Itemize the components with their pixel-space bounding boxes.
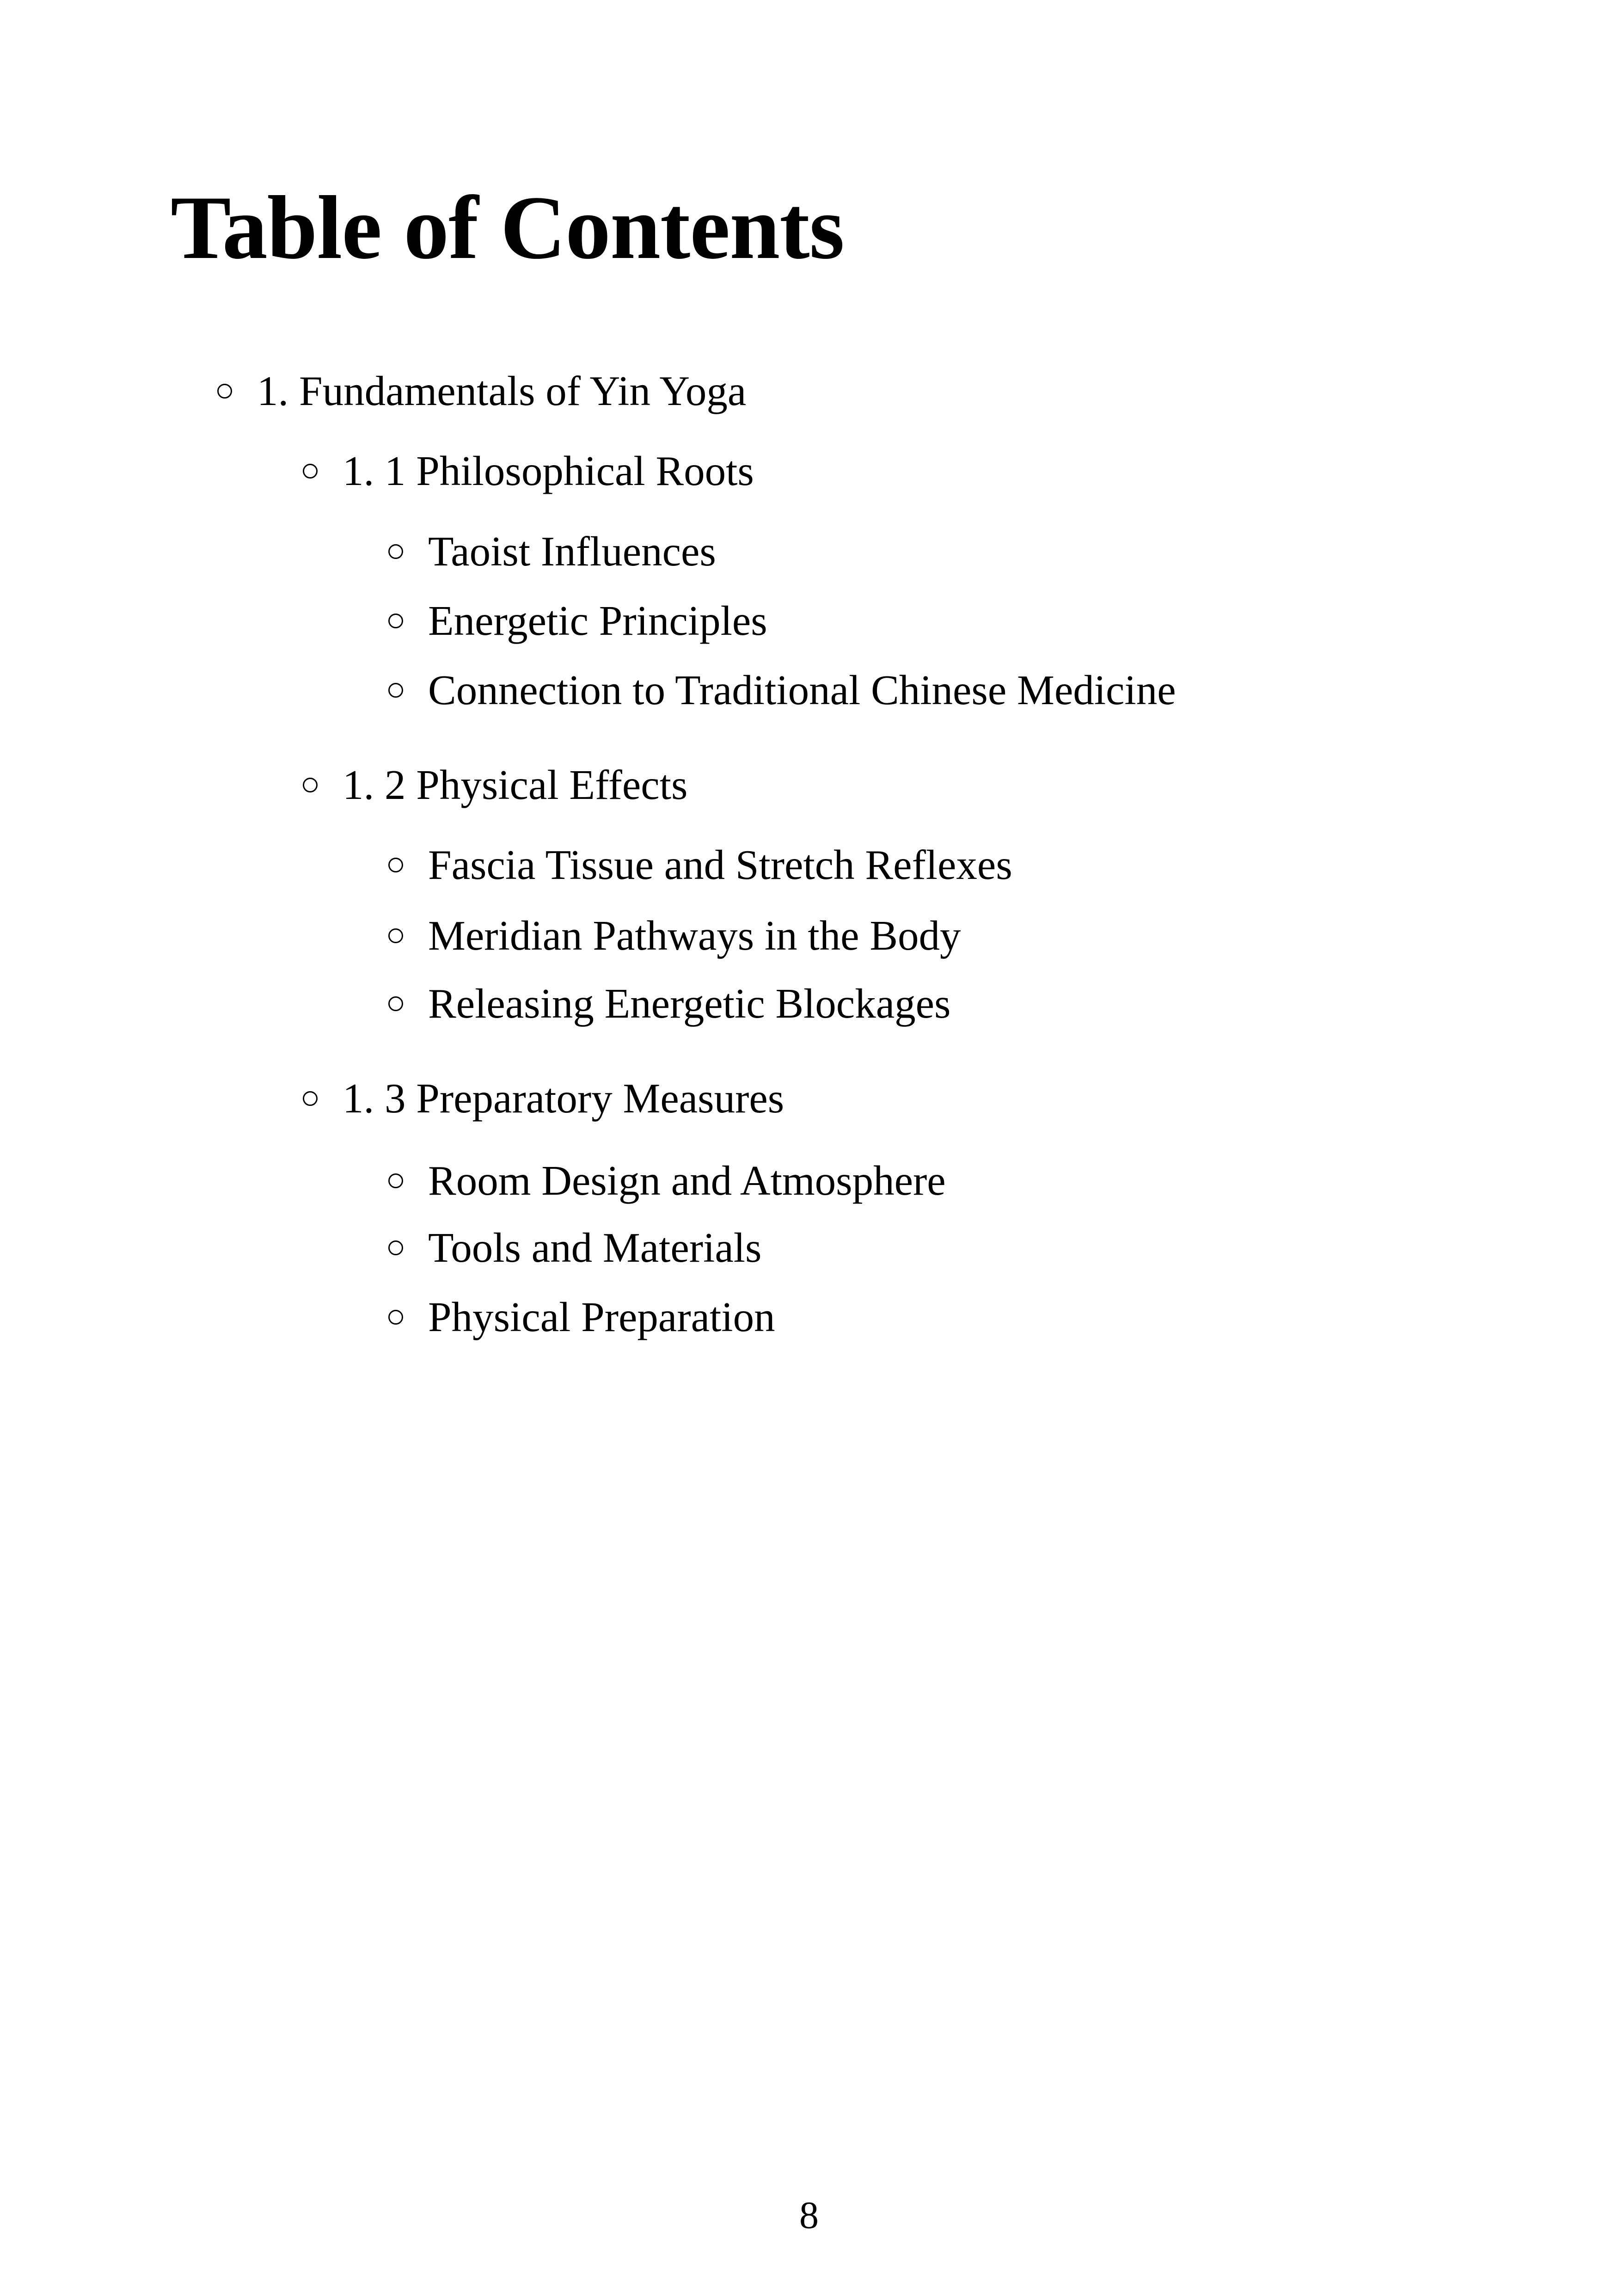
toc-item-label: Taoist Influences	[428, 528, 716, 575]
toc-item-room-design[interactable]	[388, 1157, 946, 1204]
circle-bullet-icon	[303, 778, 318, 792]
toc-item-label: Releasing Energetic Blockages	[428, 980, 951, 1027]
page-title: Table of Contents	[171, 178, 844, 278]
toc-item-label: Room Design and Atmosphere	[428, 1157, 946, 1204]
toc-section-label: 1. 1 Philosophical Roots	[343, 448, 754, 494]
circle-bullet-icon	[388, 858, 403, 872]
toc-chapter-label: 1. Fundamentals of Yin Yoga	[257, 368, 747, 414]
toc-item-releasing-blockages[interactable]	[388, 982, 950, 1025]
toc-section-label: 1. 2 Physical Effects	[343, 761, 688, 808]
toc-item-label: Meridian Pathways in the Body	[428, 912, 961, 959]
circle-bullet-icon	[388, 996, 403, 1011]
toc-item-physical-preparation[interactable]	[388, 1296, 775, 1338]
toc-item-label: Physical Preparation	[428, 1294, 775, 1340]
toc-item-fascia-tissue[interactable]	[388, 841, 1012, 888]
toc-item-label: Energetic Principles	[428, 597, 767, 644]
circle-bullet-icon	[217, 384, 232, 399]
circle-bullet-icon	[388, 1240, 403, 1255]
toc-chapter-1[interactable]	[217, 370, 746, 412]
circle-bullet-icon	[388, 928, 403, 943]
toc-item-energetic-principles[interactable]	[388, 597, 767, 644]
page-number: 8	[799, 2194, 819, 2237]
toc-item-meridian-pathways[interactable]	[388, 912, 961, 959]
circle-bullet-icon	[388, 1173, 403, 1188]
toc-item-label: Connection to Traditional Chinese Medicine	[428, 667, 1176, 713]
toc-item-label: Tools and Materials	[428, 1224, 762, 1271]
toc-section-1-2[interactable]	[303, 761, 688, 808]
toc-section-1-3[interactable]	[303, 1075, 784, 1122]
toc-item-label: Fascia Tissue and Stretch Reflexes	[428, 841, 1012, 888]
circle-bullet-icon	[388, 544, 403, 559]
toc-item-taoist-influences[interactable]	[388, 528, 716, 575]
toc-section-label: 1. 3 Preparatory Measures	[343, 1075, 784, 1122]
circle-bullet-icon	[388, 683, 403, 698]
circle-bullet-icon	[303, 1091, 318, 1106]
toc-section-1-1[interactable]	[303, 450, 754, 492]
circle-bullet-icon	[388, 614, 403, 628]
circle-bullet-icon	[388, 1310, 403, 1325]
circle-bullet-icon	[303, 464, 318, 479]
toc-item-tools-materials[interactable]	[388, 1224, 762, 1271]
toc-item-tcm-connection[interactable]	[388, 669, 1176, 711]
